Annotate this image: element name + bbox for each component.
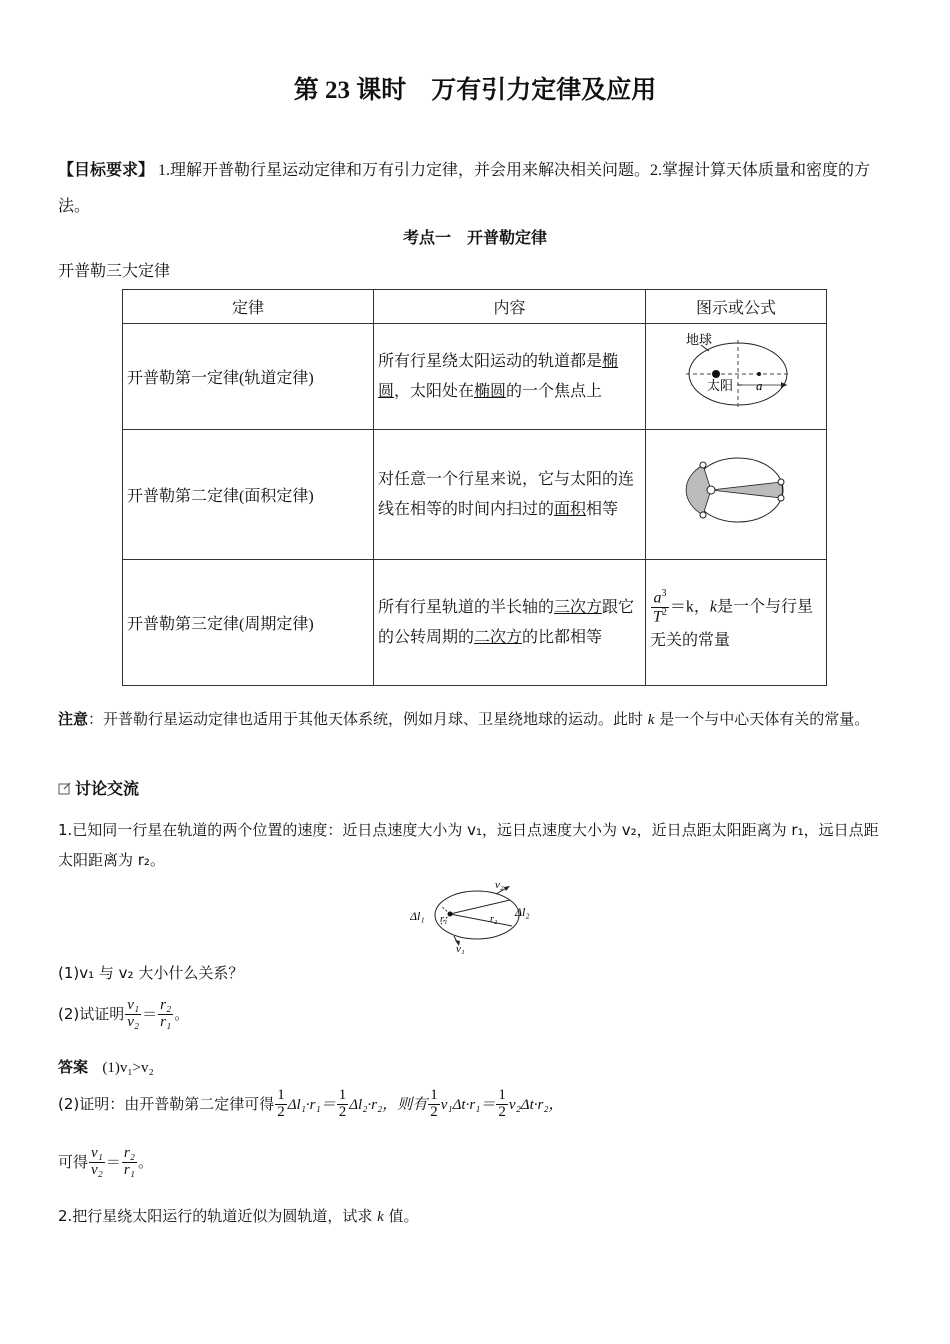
goals-label: 【目标要求】 bbox=[58, 160, 155, 179]
table-header-row bbox=[123, 290, 827, 324]
page-title: 第 23 课时 万有引力定律及应用 bbox=[293, 77, 657, 104]
v1-label: v₁ bbox=[456, 943, 465, 955]
semi-major-label: a bbox=[756, 378, 763, 393]
v2-label: v₂ bbox=[495, 879, 504, 891]
sun-label: 太阳 bbox=[707, 378, 734, 393]
law-figure bbox=[646, 324, 827, 430]
formula-fraction: $\frac{a^3}{T^2}$ bbox=[653, 587, 667, 626]
goals-text: 1.理解开普勒行星运动定律和万有引力定律，并会用来解决相关问题。2.掌握计算天体质量和密度的方法。 bbox=[58, 162, 871, 215]
table-row bbox=[123, 324, 827, 430]
table-header: 图示或公式 bbox=[646, 290, 827, 324]
question-1-part-2: (2)试证明 $\frac{\text{v₁}}{\text{v₂}}$ ＝ $\frac{\text{r₂}}{\text{r₁}}$ 。 bbox=[58, 997, 190, 1030]
kepler-laws-table bbox=[122, 289, 827, 686]
kepler-third-formula: $\frac{a^3}{T^2}$ ＝k，k是一个与行星无关的常量 bbox=[646, 560, 827, 686]
table-row bbox=[123, 430, 827, 560]
orbit-speed-figure bbox=[410, 878, 550, 960]
table-header: 定律 bbox=[123, 290, 374, 324]
r1-label: r₁ bbox=[440, 914, 448, 925]
orbit-ellipse-diagram bbox=[646, 324, 826, 424]
learning-goals bbox=[58, 152, 892, 224]
answer-2: (2)证明：由开普勒第二定律可得 $\frac{1}{2}$ Δl₁·r₁＝ $\frac{1}{2}$ Δl₂·r₂，则有 $\frac{1}{2}$ v₁Δt·r₁＝ $\frac{1}{2}$ v₂Δt·r₂， bbox=[58, 1087, 564, 1120]
question-1-part-1: (1)v₁ 与 v₂ 大小什么关系？ bbox=[58, 964, 244, 982]
law-content: 对任意一个行星来说，它与太阳的连线在相等的时间内扫过的面积相等 bbox=[374, 430, 646, 560]
law-content: 所有行星绕太阳运动的轨道都是椭圆，太阳处在椭圆的一个焦点上 bbox=[374, 324, 646, 430]
law-figure bbox=[646, 430, 827, 560]
table-row bbox=[123, 560, 827, 686]
question-1: 1.已知同一行星在轨道的两个位置的速度：近日点速度大小为 v₁，远日点速度大小为 v₂，近日点距太阳距离为 r₁，远日点距太阳距离为 r₂。 bbox=[58, 821, 879, 869]
answer-3: 可得 $\frac{\text{v₁}}{\text{v₂}}$ ＝ $\frac{\text{r₂}}{\text{r₁}}$ 。 bbox=[58, 1145, 153, 1178]
earth-label: 地球 bbox=[686, 332, 713, 347]
law-name: 开普勒第一定律(轨道定律) bbox=[123, 324, 374, 430]
equal-area-diagram bbox=[646, 430, 826, 554]
r2-label: r₂ bbox=[490, 914, 498, 925]
law-name: 开普勒第三定律(周期定律) bbox=[123, 560, 374, 686]
subheading: 开普勒三大定律 bbox=[58, 263, 171, 280]
law-content: 所有行星轨道的半长轴的三次方跟它的公转周期的二次方的比都相等 bbox=[374, 560, 646, 686]
law-name: 开普勒第二定律(面积定律) bbox=[123, 430, 374, 560]
discussion-heading: 讨论交流 bbox=[58, 776, 139, 799]
question-2: 2.把行星绕太阳运行的轨道近似为圆轨道，试求 k 值。 bbox=[58, 1207, 419, 1225]
table-header: 内容 bbox=[374, 290, 646, 324]
note: 注意：开普勒行星运动定律也适用于其他天体系统，例如月球、卫星绕地球的运动。此时 k 是一个与中心天体有关的常量。 bbox=[58, 710, 870, 728]
edit-icon bbox=[58, 780, 71, 799]
section-title: 考点一 开普勒定律 bbox=[402, 228, 547, 247]
dl1-label: Δl₁ bbox=[410, 909, 425, 923]
answer-1: 答案 (1)v₁>v₂ bbox=[58, 1058, 154, 1076]
dl2-label: Δl₂ bbox=[515, 905, 530, 919]
